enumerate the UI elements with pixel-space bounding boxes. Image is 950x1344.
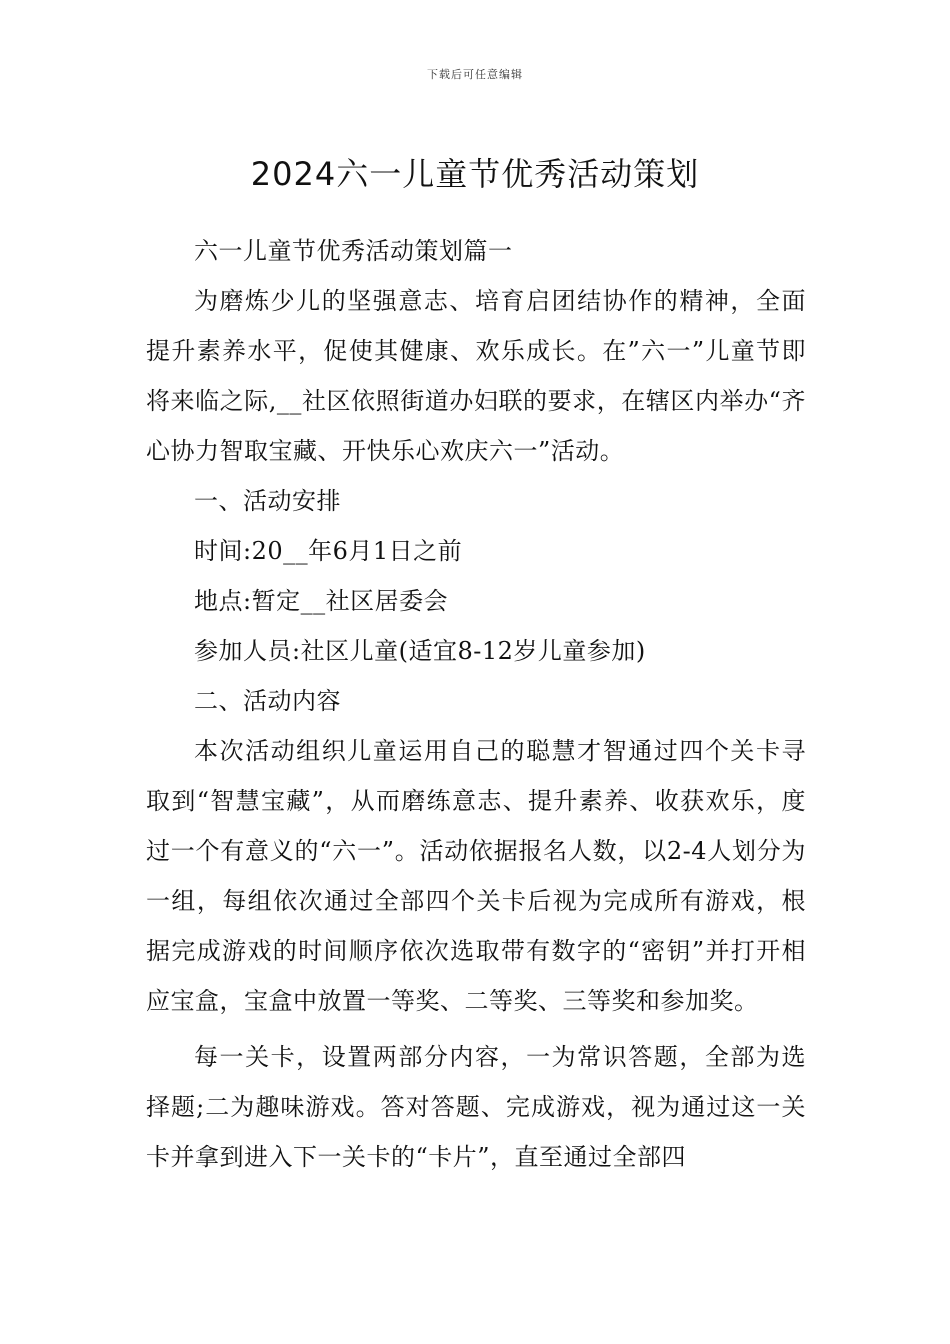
document-body <box>146 226 806 1182</box>
paragraph: 本次活动组织儿童运用自己的聪慧才智通过四个关卡寻取到“智慧宝藏”，从而磨练意志、提升素养、收获欢乐，度过一个有意义的“六一”。活动依据报名人数，以2-4人划分为一组，每组依次通过全部四个关卡后视为完成所有游戏，根据完成游戏的时间顺序依次选取带有数字的“密钥”并打开相应宝盒，宝盒中放置一等奖、二等奖、三等奖和参加奖。 <box>146 737 806 1015</box>
paragraph: 参加人员:社区儿童(适宜8-12岁儿童参加) <box>194 637 646 665</box>
section-heading: 一、活动安排 <box>194 487 341 515</box>
paragraph: 每一关卡，设置两部分内容，一为常识答题，全部为选择题;二为趣味游戏。答对答题、完成游戏，视为通过这一关卡并拿到进入下一关卡的“卡片”，直至通过全部四 <box>146 1043 806 1171</box>
paragraph: 地点:暂定__社区居委会 <box>194 587 449 615</box>
section-heading: 六一儿童节优秀活动策划篇一 <box>194 237 513 265</box>
header-note: 下载后可任意编辑 <box>427 68 523 81</box>
section-heading: 二、活动内容 <box>194 687 341 715</box>
paragraph: 为磨炼少儿的坚强意志、培育启团结协作的精神，全面提升素养水平，促使其健康、欢乐成长。在”六一”儿童节即将来临之际,__社区依照街道办妇联的要求，在辖区内举办“齐心协力智取宝藏、开快乐心欢庆六一”活动。 <box>146 287 806 465</box>
paragraph: 时间:20__年6月1日之前 <box>194 537 463 565</box>
document-title: 2024六一儿童节优秀活动策划 <box>250 155 700 194</box>
